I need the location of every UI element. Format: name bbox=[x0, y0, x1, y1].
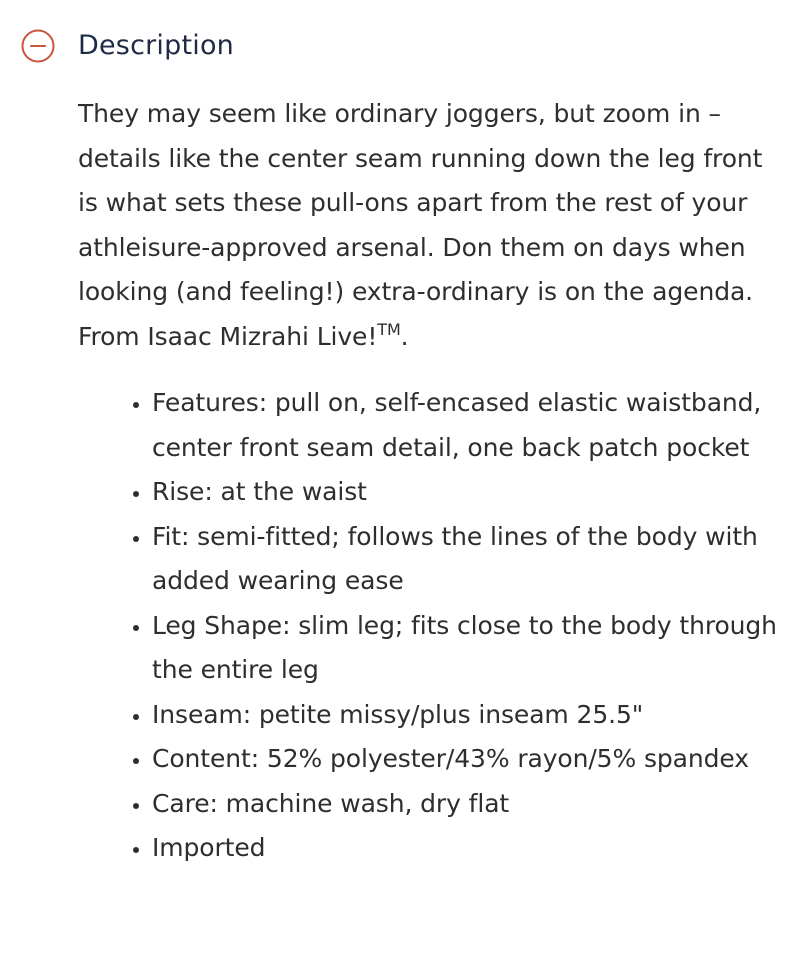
description-text bbox=[78, 92, 778, 359]
description-toggle[interactable] bbox=[20, 28, 234, 64]
description-ending: . bbox=[400, 321, 409, 351]
section-title: Description bbox=[78, 30, 234, 61]
list-item: • Features: pull on, self-encased elastic waistband, center front seam detail, one back patch pocket bbox=[152, 381, 796, 470]
list-item: • Rise: at the waist bbox=[152, 470, 796, 515]
list-item: • Inseam: petite missy/plus inseam 25.5" bbox=[152, 693, 796, 738]
minus-circle-icon bbox=[20, 28, 56, 64]
description-body: They may seem like ordinary joggers, but zoom in – details like the center seam running down the leg front is what sets these pull-ons apart from the rest of your athleisure-approved arsenal. Don them on days when looking (and feeling!) extra-ordinary is on the agenda. From Isaac Mizrahi Live! bbox=[78, 99, 763, 351]
list-item: • Imported bbox=[152, 826, 796, 871]
list-item: • Care: machine wash, dry flat bbox=[152, 782, 796, 827]
trademark-mark: TM bbox=[377, 319, 401, 339]
list-item: • Leg Shape: slim leg; fits close to the body through the entire leg bbox=[152, 604, 796, 693]
list-item: • Fit: semi-fitted; follows the lines of the body with added wearing ease bbox=[152, 515, 796, 604]
feature-list bbox=[110, 381, 796, 871]
list-item: • Content: 52% polyester/43% rayon/5% spandex bbox=[152, 737, 796, 782]
